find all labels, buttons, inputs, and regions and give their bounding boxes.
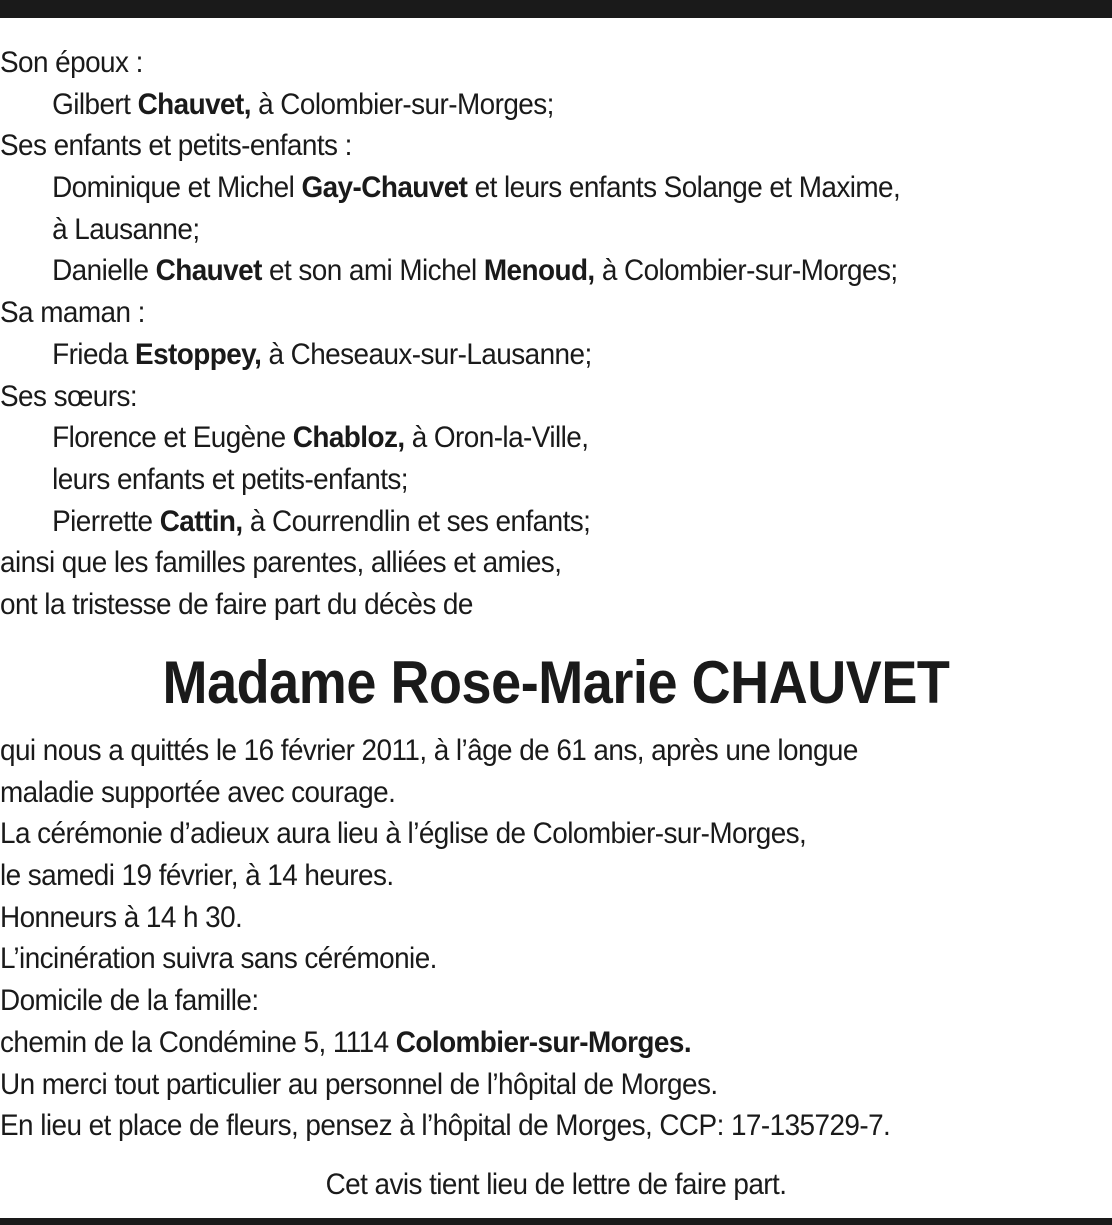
enfant2-surname: Chauvet: [155, 254, 262, 288]
soeur2-first: Pierrette: [52, 504, 153, 538]
soeur2-entry: [0, 501, 1034, 543]
epoux-place: à Colombier-sur-Morges;: [258, 87, 554, 121]
address-line: [0, 1022, 1034, 1064]
soeur1-surname: Chabloz,: [292, 421, 405, 455]
enfant2-place: à Colombier-sur-Morges;: [601, 254, 898, 288]
details-line-6: L’incinération suivra sans cérémonie.: [0, 942, 437, 976]
details-line-4: le samedi 19 février, à 14 heures.: [0, 859, 394, 893]
maman-place: à Cheseaux-sur-Lausanne;: [268, 337, 592, 371]
soeur1-first: Florence et Eugène: [52, 421, 286, 455]
merci-line: Un merci tout particulier au personnel de l’hôpital de Morges.: [0, 1067, 718, 1101]
enfants-label: Ses enfants et petits-enfants :: [0, 129, 352, 163]
soeur1-cont: leurs enfants et petits-enfants;: [52, 462, 408, 496]
epoux-surname: Chauvet,: [137, 87, 251, 121]
epoux-entry: [0, 84, 1034, 126]
family-list: [0, 42, 1112, 626]
enfant1-first: Dominique et Michel: [52, 171, 295, 205]
enfant1-surname: Gay-Chauvet: [301, 171, 468, 205]
enfant1-entry: [0, 167, 1034, 209]
address-street: chemin de la Condémine 5, 1114: [0, 1025, 389, 1059]
enfant2-entry: [0, 250, 1034, 292]
enfant2-surname2: Menoud,: [483, 254, 595, 288]
soeur1-entry: [0, 417, 1034, 459]
deceased-name: Madame Rose-Marie CHAUVET: [162, 649, 950, 716]
enfant1-place: à Lausanne;: [52, 212, 200, 246]
soeur1-place: à Oron-la-Ville,: [411, 421, 589, 455]
soeur2-place: à Courrendlin et ses enfants;: [249, 504, 591, 538]
fleurs-line: En lieu et place de fleurs, pensez à l’hôpital de Morges, CCP: 17-135729-7.: [0, 1109, 891, 1143]
domicile-label: Domicile de la famille:: [0, 984, 259, 1018]
epoux-label: Son époux :: [0, 46, 143, 79]
epoux-first: Gilbert: [52, 87, 131, 121]
maman-entry: [0, 334, 1034, 376]
address-town: Colombier-sur-Morges.: [395, 1025, 692, 1059]
details-line-2: maladie supportée avec courage.: [0, 775, 396, 809]
bottom-rule: [0, 1218, 1112, 1225]
maman-surname: Estoppey,: [135, 337, 262, 371]
soeur2-surname: Cattin,: [159, 504, 243, 538]
enfant2-mid: et son ami Michel: [269, 254, 477, 288]
maman-first: Frieda: [52, 337, 128, 371]
details-line-5: Honneurs à 14 h 30.: [0, 900, 243, 934]
details-line-1: qui nous a quittés le 16 février 2011, à l’âge de 61 ans, après une longue: [0, 734, 858, 767]
footer-note: Cet avis tient lieu de lettre de faire part.: [325, 1168, 787, 1201]
familles-line: ainsi que les familles parentes, alliées et amies,: [0, 546, 562, 580]
tristesse-line: ont la tristesse de faire part du décès de: [0, 587, 473, 621]
enfant1-rest: et leurs enfants Solange et Maxime,: [474, 171, 901, 205]
details-line-3: La cérémonie d’adieux aura lieu à l’église de Colombier-sur-Morges,: [0, 817, 807, 851]
soeurs-label: Ses sœurs:: [0, 379, 138, 413]
top-rule: [0, 0, 1112, 18]
enfant2-first: Danielle: [52, 254, 149, 288]
ceremony-details: [0, 730, 1112, 1147]
maman-label: Sa maman :: [0, 296, 145, 330]
